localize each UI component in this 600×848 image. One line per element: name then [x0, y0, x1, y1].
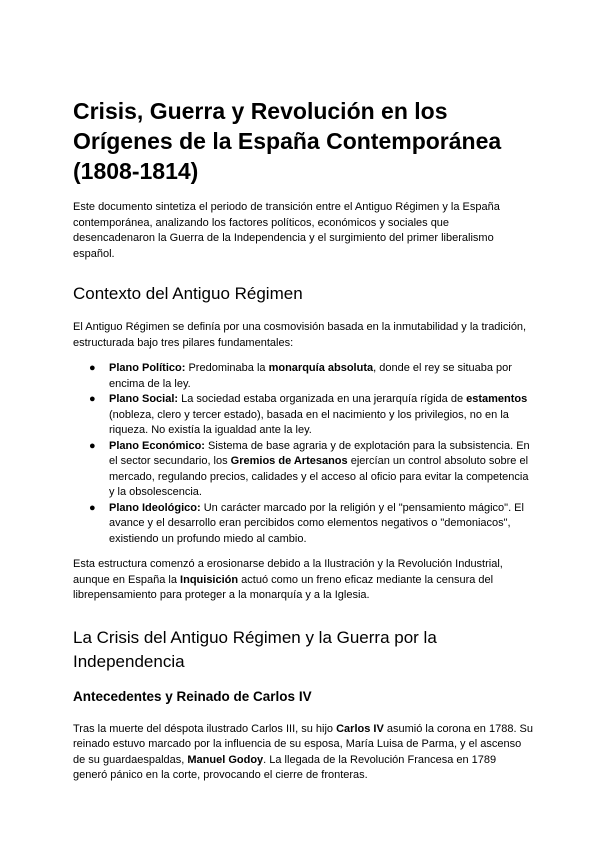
- list-item: [73, 501, 533, 548]
- paragraph-text: actuó como un freno eficaz mediante la censura del librepensamiento para proteger a la monarquía y a la Iglesia.: [73, 573, 494, 601]
- list-item-emphasis: monarquía absoluta: [268, 362, 374, 374]
- list-item-label: Plano Social:: [109, 393, 179, 405]
- subsection-heading-carlos-iv: Antecedentes y Reinado de Carlos IV: [73, 688, 312, 704]
- list-item-text: Sistema de base agraria y de explotación para la subsistencia. En el sector secundario, los: [109, 439, 530, 467]
- list-item-text: (nobleza, clero y tercer estado), basada en el nacimiento y los privilegios, no en la riqueza. No existía la igualdad ante la ley.: [109, 408, 509, 436]
- paragraph-text: asumió la corona en 1788. Su reinado estuvo marcado por la influencia de su esposa, María Luisa de Parma, y el ascenso de su guardaespaldas,: [73, 722, 534, 766]
- list-item-text: , donde el rey se situaba por encima de la ley.: [109, 362, 512, 390]
- bullet-icon: ●: [89, 393, 96, 405]
- intro-paragraph: Este documento sintetiza el periodo de transición entre el Antiguo Régimen y la España contemporánea, analizando los factores políticos, económicos y sociales que desencadenaron la Guerra de la Independencia y el surgimiento del primer liberalismo español.: [73, 201, 500, 260]
- list-item-emphasis: estamentos: [466, 393, 528, 405]
- paragraph-text: . La llegada de la Revolución Francesa en 1789 generó pánico en la corte, provocando el cierre de fronteras.: [73, 753, 497, 781]
- list-item-emphasis: Gremios de Artesanos: [230, 455, 348, 467]
- list-item: [73, 361, 533, 392]
- paragraph-text: Tras la muerte del déspota ilustrado Carlos III, su hijo: [73, 722, 337, 735]
- paragraph-emphasis: Manuel Godoy: [187, 753, 264, 766]
- section-heading-crisis: La Crisis del Antiguo Régimen y la Guerra por la Independencia: [73, 627, 437, 671]
- carlos-iv-paragraph: [73, 722, 533, 784]
- context-lead-paragraph: El Antiguo Régimen se definía por una cosmovisión basada en la inmutabilidad y la tradición, estructurada bajo tres pilares fundamentales:: [73, 321, 527, 349]
- list-item-label: Plano Económico:: [109, 439, 205, 452]
- section-heading-context: Contexto del Antiguo Régimen: [73, 284, 303, 303]
- list-item-text: ejercían un control absoluto sobre el mercado, regulando precios, calidades y el acceso al oficio para evitar la competencia y la obsolescencia.: [109, 455, 529, 498]
- list-item: [73, 439, 533, 501]
- bullet-icon: ●: [89, 439, 96, 452]
- document-body: [73, 96, 533, 784]
- list-item: [73, 392, 533, 439]
- list-item-label: Plano Ideológico:: [109, 501, 201, 514]
- context-closing-paragraph: [73, 557, 533, 604]
- bullet-icon: ●: [89, 362, 96, 374]
- list-item-label: Plano Político:: [109, 362, 186, 374]
- list-item-text: Predominaba la: [185, 362, 269, 374]
- document-title: Crisis, Guerra y Revolución en los Orígenes de la España Contemporánea (1808-1814): [73, 98, 502, 184]
- paragraph-emphasis: Inquisición: [180, 573, 239, 586]
- bullet-icon: ●: [89, 501, 96, 514]
- paragraph-text: Esta estructura comenzó a erosionarse debido a la Ilustración y la Revolución Industrial, aunque en España la: [73, 558, 503, 586]
- list-item-text: Un carácter marcado por la religión y el "pensamiento mágico". El avance y el desarrollo eran percibidos como elementos negativos o "demoniacos", existiendo un profundo miedo al cambio.: [109, 501, 524, 545]
- list-item-text: La sociedad estaba organizada en una jerarquía rígida de: [178, 393, 467, 405]
- paragraph-emphasis: Carlos IV: [336, 722, 384, 735]
- pillars-list: [73, 361, 533, 547]
